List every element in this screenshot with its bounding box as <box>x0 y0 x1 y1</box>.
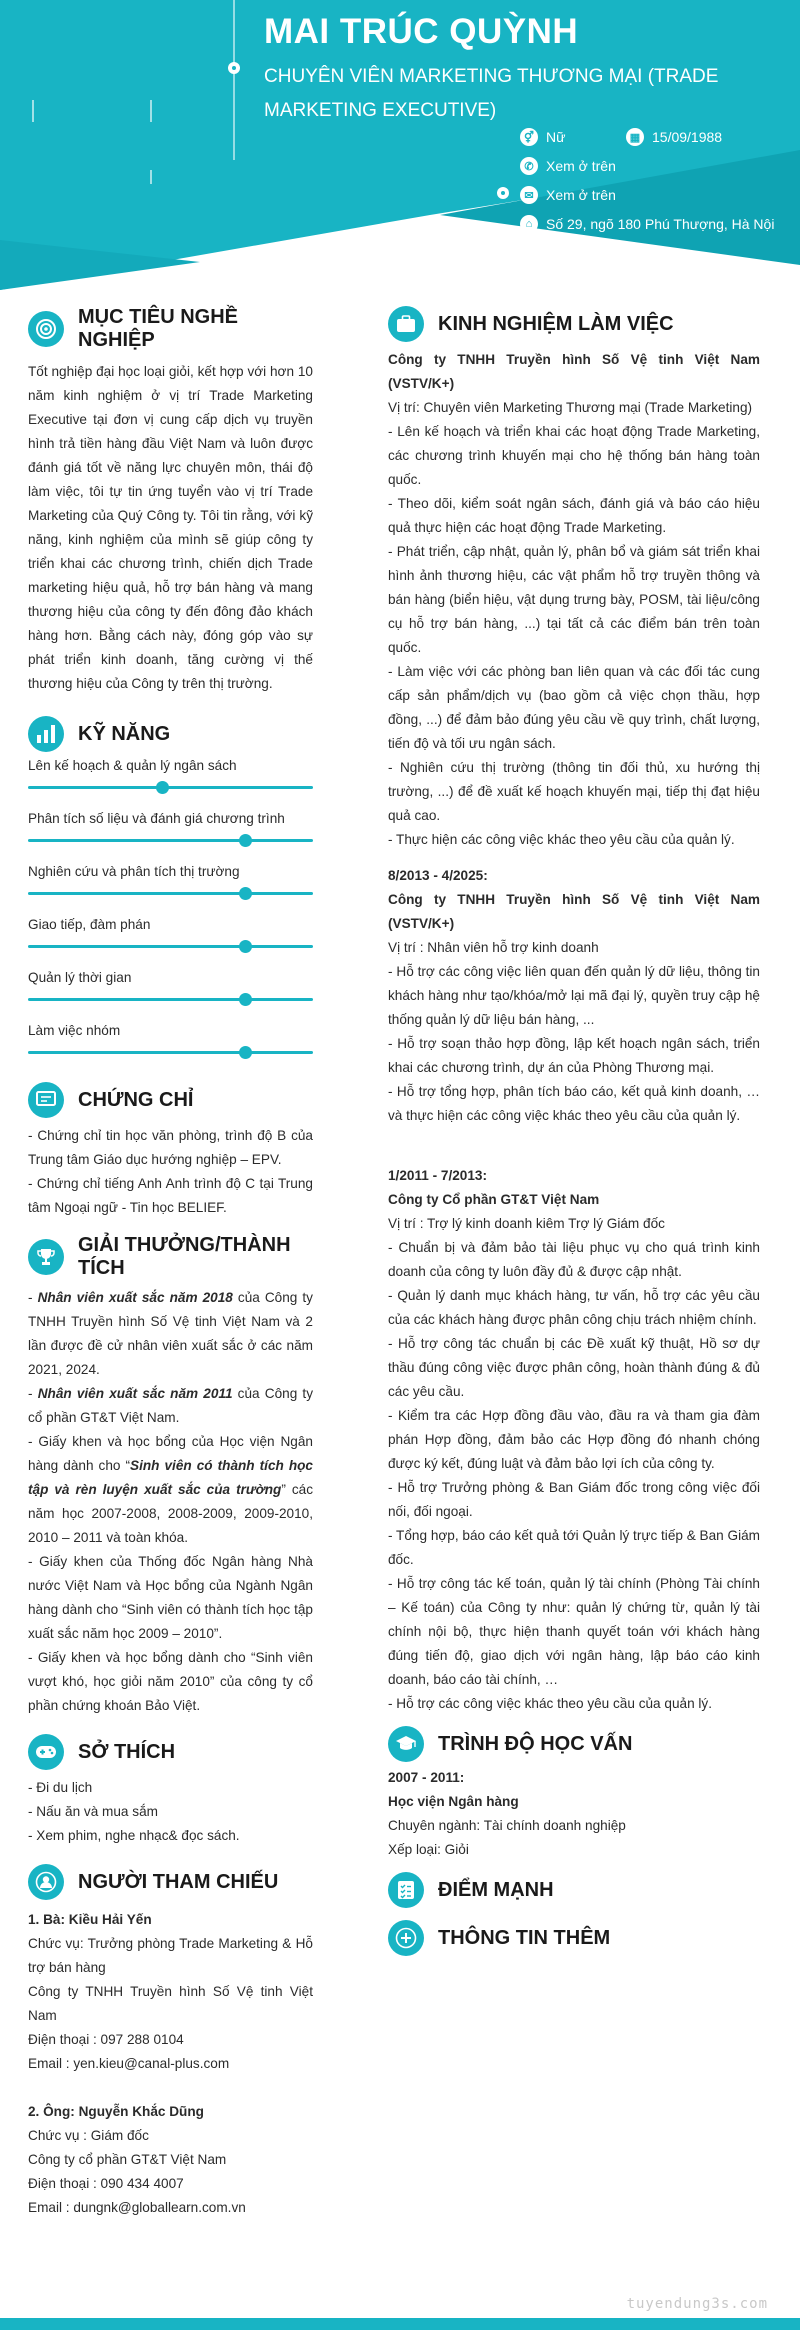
job-duty: - Hỗ trợ công tác chuẩn bị các Đề xuất kỹ thuật, Hồ sơ dự thầu đúng công việc được phân công, hoàn thành đúng & đủ các yêu cầu. <box>388 1336 760 1399</box>
job-duty: - Phát triển, cập nhật, quản lý, phân bổ và giám sát triển khai hình ảnh thương hiệu, các vật phẩm hỗ trợ truyền thông và bán hàng (biển hiệu, vật dụng trưng bày, POSM, tài liệu/công cụ hỗ trợ bán hàng, ...) tại tất cả các điểm bán trên toàn quốc. <box>388 544 760 655</box>
education-period: 2007 - 2011: <box>388 1770 465 1785</box>
certificate-icon <box>28 1082 64 1118</box>
job-duty: - Tổng hợp, báo cáo kết quả tới Quản lý trực tiếp & Ban Giám đốc. <box>388 1528 760 1567</box>
skill-bar <box>28 839 313 842</box>
job-2 <box>388 864 760 1128</box>
calendar-icon: ▦ <box>626 128 644 146</box>
awards-title: GIẢI THƯỞNG/THÀNH TÍCH <box>78 1234 291 1279</box>
reference-position: Chức vụ : Giám đốc <box>28 2128 149 2143</box>
cert-item: - Chứng chỉ tin học văn phòng, trình độ B của Trung tâm Giáo dục hướng nghiệp – EPV. <box>28 1128 313 1167</box>
skill-level-knob <box>239 1046 252 1059</box>
job-duty: - Hỗ trợ tổng hợp, phân tích báo cáo, kết quả kinh doanh, … và thực hiện các công việc khác theo yêu cầu của quản lý. <box>388 1084 760 1123</box>
references-title: NGƯỜI THAM CHIẾU <box>78 1870 279 1893</box>
award-item: - Giấy khen của Thống đốc Ngân hàng Nhà nước Việt Nam và Học bổng của Ngành Ngân hàng dành cho “Sinh viên có thành tích học tập xuất sắc năm học 2009 – 2010”. <box>28 1554 313 1641</box>
reference-name: 1. Bà: Kiều Hải Yến <box>28 1912 152 1927</box>
skill-label: Làm việc nhóm <box>28 1023 121 1038</box>
skill-level-knob <box>239 887 252 900</box>
hobbies-title: SỞ THÍCH <box>78 1740 176 1763</box>
job-duty: - Kiểm tra các Hợp đồng đầu vào, đầu ra và tham gia đàm phán Hợp đồng, đảm bảo các Hợp đồng đó nhanh chóng được ký kết, đúng luật và đảm bảo lợi ích của công ty. <box>388 1408 760 1471</box>
reference-company: Công ty TNHH Truyền hình Số Vệ tinh Việt Nam <box>28 1984 313 2023</box>
candidate-role: CHUYÊN VIÊN MARKETING THƯƠNG MẠI (TRADE MARKETING EXECUTIVE) <box>264 66 719 121</box>
job-duty: - Hỗ trợ các công việc khác theo yêu cầu của quản lý. <box>388 1696 713 1711</box>
briefcase-icon <box>388 306 424 342</box>
job-duty: - Nghiên cứu thị trường (thông tin đối thủ, xu hướng thị trường, ...) để đề xuất kế hoạch khuyến mại, tiếp thị đạt hiệu quả cao. <box>388 760 760 823</box>
decorative-tick <box>150 170 152 184</box>
job-position: Vị trí : Trợ lý kinh doanh kiêm Trợ lý Giám đốc <box>388 1216 665 1231</box>
skill-bar <box>28 998 313 1001</box>
timeline-line <box>233 0 235 160</box>
objective-title: MỤC TIÊU NGHỀ NGHIỆP <box>78 306 238 351</box>
skill-label: Nghiên cứu và phân tích thị trường <box>28 864 240 879</box>
email-icon: ✉ <box>520 186 538 204</box>
dob-value: 15/09/1988 <box>652 129 723 145</box>
award-item: - Giấy khen và học bổng dành cho “Sinh viên vượt khó, học giỏi năm 2010” của công ty cổ phần chứng khoán Bảo Việt. <box>28 1650 313 1713</box>
skill-item <box>28 970 313 1001</box>
location-icon: ⌂ <box>520 215 538 233</box>
decorative-tick <box>32 100 34 122</box>
decorative-tick <box>150 100 152 122</box>
certs-title: CHỨNG CHỈ <box>78 1088 194 1111</box>
more-info-header <box>388 1920 760 1956</box>
skills-title: KỸ NĂNG <box>78 722 171 745</box>
references-list <box>28 1908 313 2220</box>
job-duty: - Hỗ trợ soạn thảo hợp đồng, lập kết hoạch ngân sách, triển khai các chương trình, dự án của Phòng Thương mại. <box>388 1036 760 1075</box>
graduation-cap-icon <box>388 1726 424 1762</box>
certs-list <box>28 1124 313 1220</box>
skill-bar <box>28 786 313 789</box>
hobbies-list <box>28 1776 313 1848</box>
reference-company: Công ty cổ phần GT&T Việt Nam <box>28 2152 227 2167</box>
reference-email: Email : yen.kieu@canal-plus.com <box>28 2056 230 2071</box>
candidate-name: MAI TRÚC QUỲNH <box>264 12 579 51</box>
job-duty: - Theo dõi, kiểm soát ngân sách, đánh giá và báo cáo hiệu quả thực hiện các hoạt động Trade Marketing. <box>388 496 760 535</box>
skills-header <box>28 716 313 752</box>
gender-icon: ⚥ <box>520 128 538 146</box>
experience-header <box>388 306 760 342</box>
job-company: Công ty Cổ phần GT&T Việt Nam <box>388 1192 600 1207</box>
certs-header <box>28 1082 313 1118</box>
gender-value: Nữ <box>546 129 566 145</box>
plus-circle-icon <box>388 1920 424 1956</box>
skill-item <box>28 1023 313 1054</box>
bottom-bar <box>0 2318 800 2330</box>
gamepad-icon <box>28 1734 64 1770</box>
more-info-title: THÔNG TIN THÊM <box>438 1926 611 1949</box>
education-entry <box>388 1766 760 1862</box>
skill-level-knob <box>156 781 169 794</box>
education-major: Chuyên ngành: Tài chính doanh nghiệp <box>388 1818 626 1833</box>
skill-item <box>28 758 313 789</box>
experience-title: KINH NGHIỆM LÀM VIỆC <box>438 312 674 335</box>
job-period: 1/2011 - 7/2013: <box>388 1168 488 1183</box>
job-company: Công ty TNHH Truyền hình Số Vệ tinh Việt Nam (VSTV/K+) <box>388 892 760 931</box>
hobby-item: - Xem phim, nghe nhạc& đọc sách. <box>28 1828 240 1843</box>
job-duty: - Làm việc với các phòng ban liên quan và các đối tác cung cấp sản phẩm/dịch vụ (bao gồm cả việc chọn thầu, hợp đồng, ...) để đảm bảo đúng yêu cầu về quy trình, chất lượng, tiến độ và tối ưu ngân sách. <box>388 664 760 751</box>
job-duty: - Lên kế hoạch và triển khai các hoạt động Trade Marketing, các chương trình khuyến mại cho hệ thống bán hàng toàn quốc. <box>388 424 760 487</box>
phone-value: Xem ở trên <box>546 158 616 174</box>
cert-item: - Chứng chỉ tiếng Anh Anh trình độ C tại Trung tâm Ngoại ngữ - Tin học BELIEF. <box>28 1176 313 1215</box>
reference-name: 2. Ông: Nguyễn Khắc Dũng <box>28 2104 204 2119</box>
objective-header <box>28 306 313 352</box>
reference-position: Chức vụ: Trưởng phòng Trade Marketing & Hỗ trợ bán hàng <box>28 1936 313 1975</box>
job-3 <box>388 1164 760 1716</box>
job-duty: - Hỗ trợ Trưởng phòng & Ban Giám đốc trong công việc đối nối, đối ngoại. <box>388 1480 760 1519</box>
trophy-icon <box>28 1239 64 1275</box>
email-value: Xem ở trên <box>546 187 616 203</box>
objective-text: Tốt nghiệp đại học loại giỏi, kết hợp với hơn 10 năm kinh nghiệm ở vị trí Trade Marketing Executive tại đơn vị cung cấp dịch vụ truyền hình trả tiền hàng đầu Việt Nam và luôn được đánh giá tốt về năng lực chuyên môn, thái độ làm việc, tôi tự tin ứng tuyển vào vị trí Trade Marketing của Quý Công ty. Tôi tin rằng, với kỹ năng, kinh nghiệm của mình sẽ giúp công ty triển khai các chương trình, chiến dịch Trade marketing hiệu quả, hỗ trợ bán hàng và mang thương hiệu của công ty đến đông đảo khách hàng hơn. Bằng cách này, đóng góp vào sự phát triển kinh doanh, tăng cường vị thế thương hiệu của Công ty trên thị trường. <box>28 364 313 691</box>
job-duty: - Hỗ trợ các công việc liên quan đến quản lý dữ liệu, thông tin khách hàng như tạo/khóa/mở lại mã đại lý, quyền truy cập hệ thống quản lý dữ liệu bán hàng, ... <box>388 964 760 1027</box>
job-duty: - Chuẩn bị và đảm bảo tài liệu phục vụ cho quá trình kinh doanh của công ty luôn đầy đủ & được cập nhật. <box>388 1240 760 1279</box>
skill-label: Quản lý thời gian <box>28 970 132 985</box>
skill-level-knob <box>239 940 252 953</box>
strengths-title: ĐIỂM MẠNH <box>438 1878 554 1901</box>
job-position: Vị trí : Nhân viên hỗ trợ kinh doanh <box>388 940 599 955</box>
target-icon <box>28 311 64 347</box>
timeline-dot <box>497 187 509 199</box>
hobby-item: - Nấu ăn và mua sắm <box>28 1804 158 1819</box>
hobbies-header <box>28 1734 313 1770</box>
address-row <box>520 215 774 233</box>
reference-phone: Điện thoại : 090 434 4007 <box>28 2176 184 2191</box>
person-icon <box>28 1864 64 1900</box>
skill-label: Giao tiếp, đàm phán <box>28 917 151 932</box>
left-column <box>28 306 313 2220</box>
job-1 <box>388 348 760 852</box>
education-grade: Xếp loại: Giỏi <box>388 1842 469 1857</box>
skills-list <box>28 758 313 1054</box>
dob-row <box>626 128 722 146</box>
skill-bar <box>28 1051 313 1054</box>
skill-label: Phân tích số liệu và đánh giá chương trình <box>28 811 285 826</box>
phone-row <box>520 157 616 175</box>
job-duty: - Quản lý danh mục khách hàng, tư vấn, hỗ trợ các yêu cầu của các khách hàng được phân công chịu trách nhiệm chính. <box>388 1288 760 1327</box>
checklist-icon <box>388 1872 424 1908</box>
skill-item <box>28 811 313 842</box>
header-banner <box>0 0 800 300</box>
hobby-item: - Đi du lịch <box>28 1780 93 1795</box>
watermark: tuyendung3s.com <box>626 2296 768 2312</box>
award-item: - Nhân viên xuất sắc năm 2018 của Công ty TNHH Truyền hình Số Vệ tinh Việt Nam và 2 lần được đề cử nhân viên xuất sắc ở các năm 2021, 2024. <box>28 1290 313 1377</box>
address-value: Số 29, ngõ 180 Phú Thượng, Hà Nội <box>546 216 775 232</box>
education-school: Học viện Ngân hàng <box>388 1794 519 1809</box>
job-company: Công ty TNHH Truyền hình Số Vệ tinh Việt Nam (VSTV/K+) <box>388 352 760 391</box>
job-position: Vị trí: Chuyên viên Marketing Thương mại (Trade Marketing) <box>388 400 753 415</box>
job-duty: - Hỗ trợ công tác kế toán, quản lý tài chính (Phòng Tài chính – Kế toán) của Công ty như: quản lý chứng từ, quản lý tài chính nội bộ, thực hiện thanh quyết toán với khách hàng đúng tiến độ, giao dịch với ngân hàng, lập báo cáo kinh doanh, báo cáo tài chính, … <box>388 1576 760 1687</box>
skill-item <box>28 917 313 948</box>
awards-header <box>28 1234 313 1280</box>
skill-bar <box>28 892 313 895</box>
award-item: - Nhân viên xuất sắc năm 2011 của Công ty cổ phần GT&T Việt Nam. <box>28 1386 313 1425</box>
job-duty: - Thực hiện các công việc khác theo yêu cầu của quản lý. <box>388 832 735 847</box>
reference-email: Email : dungnk@globallearn.com.vn <box>28 2200 246 2215</box>
award-item: - Giấy khen và học bổng của Học viện Ngân hàng dành cho “Sinh viên có thành tích học tập và rèn luyện xuất sắc của trường” các năm học 2007-2008, 2008-2009, 2009-2010, 2010 – 2011 và toàn khóa. <box>28 1434 313 1545</box>
skill-label: Lên kế hoạch & quản lý ngân sách <box>28 758 237 773</box>
skill-level-knob <box>239 993 252 1006</box>
skill-bar <box>28 945 313 948</box>
gender-row <box>520 128 565 146</box>
job-period: 8/2013 - 4/2025: <box>388 868 488 883</box>
awards-list <box>28 1286 313 1718</box>
reference-phone: Điện thoại : 097 288 0104 <box>28 2032 184 2047</box>
strengths-header <box>388 1872 760 1908</box>
skill-item <box>28 864 313 895</box>
timeline-dot <box>228 62 240 74</box>
skill-level-knob <box>239 834 252 847</box>
references-header <box>28 1864 313 1900</box>
bar-chart-icon <box>28 716 64 752</box>
education-header <box>388 1726 760 1762</box>
phone-icon: ✆ <box>520 157 538 175</box>
education-title: TRÌNH ĐỘ HỌC VẤN <box>438 1732 633 1755</box>
right-column <box>388 306 760 1956</box>
email-row <box>520 186 616 204</box>
